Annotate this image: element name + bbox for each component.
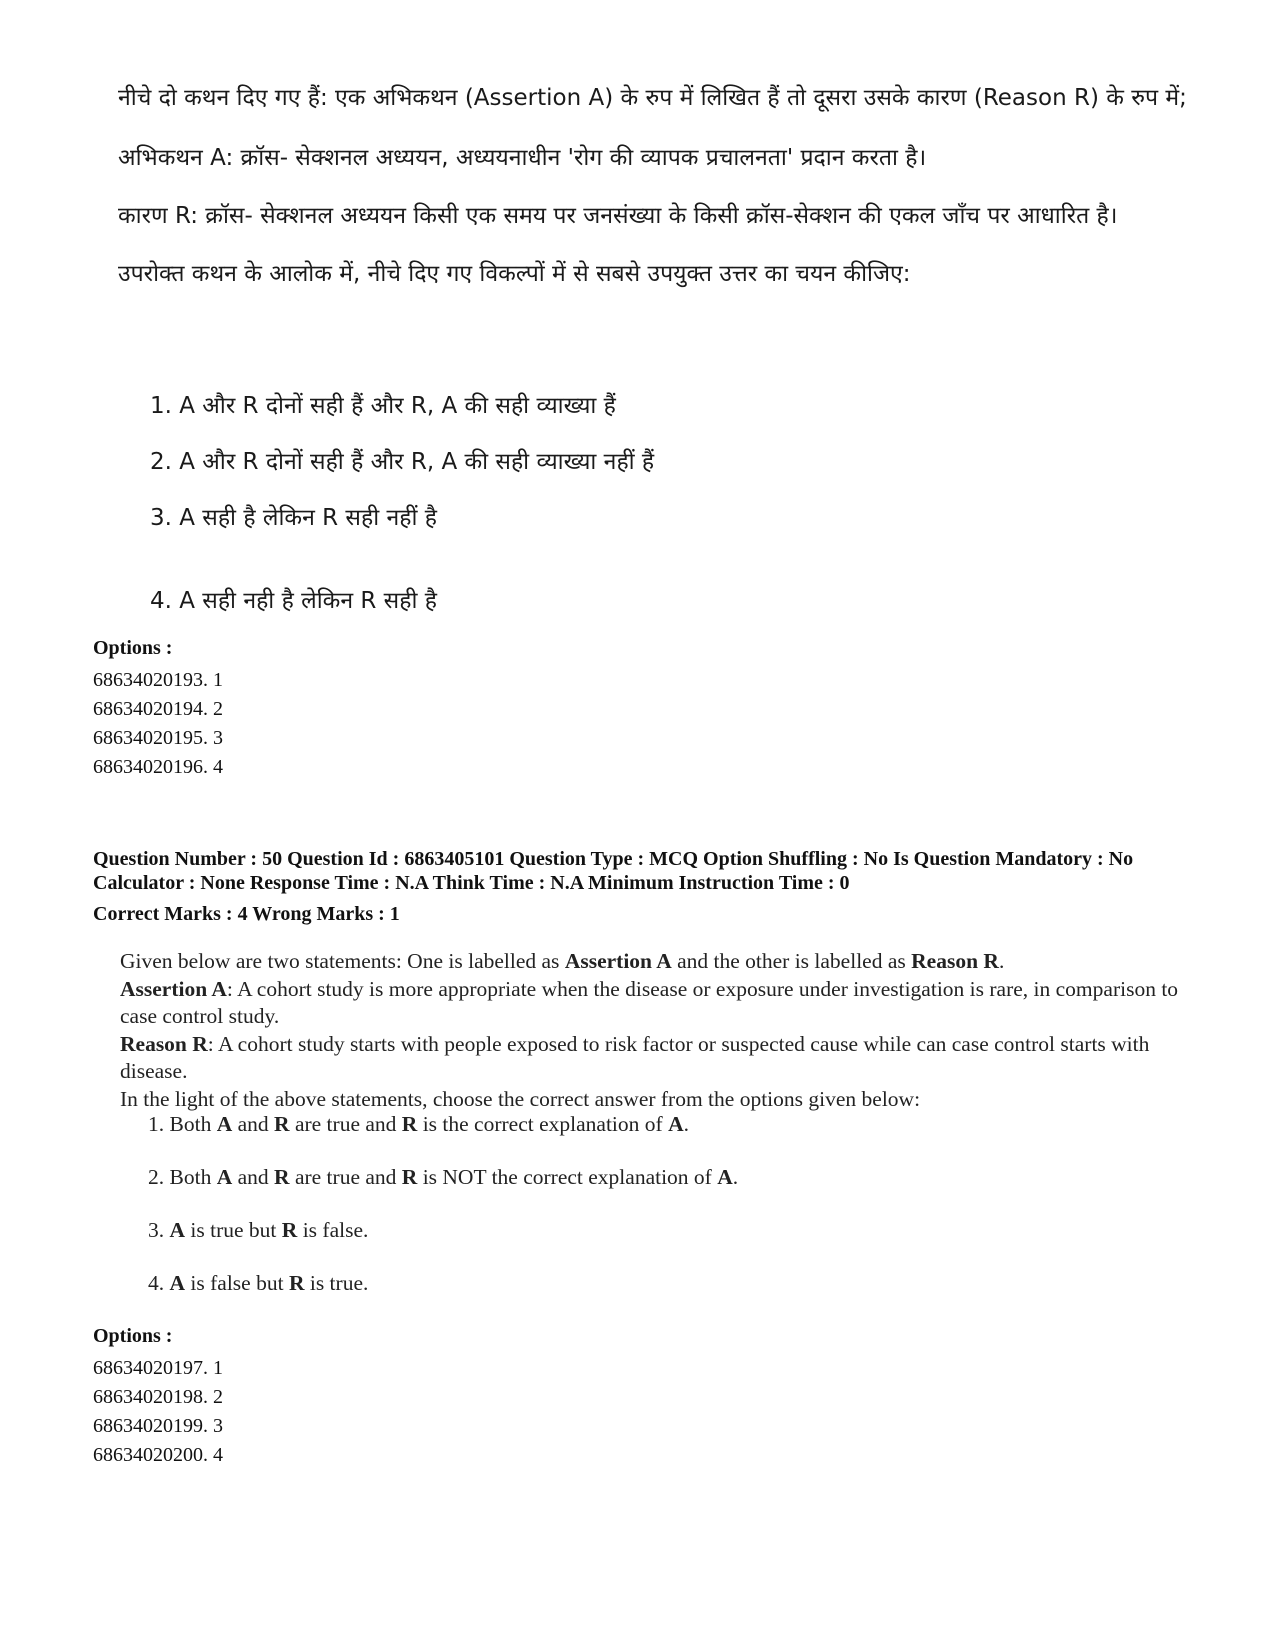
option-item: 68634020200. 4 xyxy=(93,1444,223,1466)
assertion-label: Assertion A xyxy=(120,976,227,1001)
hindi-reason: कारण R: क्रॉस- सेक्शनल अध्ययन किसी एक समय पर जनसंख्या के किसी क्रॉस-सेक्शन की एकल जाँच पर आधारित है। xyxy=(118,203,1118,229)
option-item: 68634020196. 4 xyxy=(93,756,223,778)
option-item: 68634020197. 1 xyxy=(93,1357,223,1379)
assertion-text: : A cohort study is more appropriate when the disease or exposure under investigation is rare, in comparison to case control study. xyxy=(120,976,1179,1028)
options-heading-2: Options : xyxy=(93,1325,173,1347)
intro-reason-label: Reason R xyxy=(911,949,999,973)
option-item: 68634020199. 3 xyxy=(93,1415,223,1437)
english-assertion xyxy=(120,976,1200,1031)
english-instruction: In the light of the above statements, choose the correct answer from the options given below: xyxy=(120,1086,921,1111)
options-list-1 xyxy=(93,666,223,782)
english-choice-2: 2. Both A and R are true and R is NOT the correct explanation of A. xyxy=(148,1165,739,1189)
english-choice-3: 3. A is true but R is false. xyxy=(148,1218,369,1242)
hindi-question-statement xyxy=(118,82,1188,310)
english-reason xyxy=(120,1031,1200,1086)
option-item: 68634020195. 3 xyxy=(93,727,223,749)
hindi-choice-4: 4. A सही नही है लेकिन R सही है xyxy=(150,588,437,614)
intro-text: Given below are two statements: One is labelled as xyxy=(120,949,565,973)
english-choice-4: 4. A is false but R is true. xyxy=(148,1271,369,1295)
option-item: 68634020193. 1 xyxy=(93,669,223,691)
intro-assertion-label: Assertion A xyxy=(564,949,672,973)
intro-text: . xyxy=(998,949,1005,973)
question-meta: Question Number : 50 Question Id : 6863405101 Question Type : MCQ Option Shuffling : No Is Question Mandatory : No Calculator : None Response Time : N.A Think Time : N.A Minimum Instruction Time : 0 xyxy=(93,848,1134,894)
english-choice-1: 1. Both A and R are true and R is the correct explanation of A. xyxy=(148,1112,689,1136)
option-item: 68634020198. 2 xyxy=(93,1386,223,1408)
question-marks: Correct Marks : 4 Wrong Marks : 1 xyxy=(93,903,400,925)
options-list-2 xyxy=(93,1354,223,1470)
hindi-choice-1: 1. A और R दोनों सही हैं और R, A की सही व्याख्या हैं xyxy=(150,393,616,419)
options-heading-1: Options : xyxy=(93,637,173,659)
reason-text: : A cohort study starts with people exposed to risk factor or suspected cause while can case control starts with disease. xyxy=(120,1031,1150,1083)
reason-label: Reason R xyxy=(120,1031,208,1056)
option-item: 68634020194. 2 xyxy=(93,698,223,720)
hindi-choice-3: 3. A सही है लेकिन R सही नहीं है xyxy=(150,505,437,531)
hindi-choice-2: 2. A और R दोनों सही हैं और R, A की सही व्याख्या नहीं हैं xyxy=(150,449,655,475)
english-question-statement xyxy=(120,948,1200,1113)
hindi-assertion: अभिकथन A: क्रॉस- सेक्शनल अध्ययन, अध्ययनाधीन 'रोग की व्यापक प्रचालनता' प्रदान करता है। xyxy=(118,145,927,171)
hindi-instruction: उपरोक्त कथन के आलोक में, नीचे दिए गए विकल्पों में से सबसे उपयुक्त उत्तर का चयन कीजिए: xyxy=(118,261,911,287)
intro-text: and the other is labelled as xyxy=(671,949,912,973)
hindi-intro: नीचे दो कथन दिए गए हैं: एक अभिकथन (Assertion A) के रुप में लिखित हैं तो दूसरा उसके कारण (Reason R) के रुप में; xyxy=(118,85,1187,111)
english-intro xyxy=(120,948,1200,976)
